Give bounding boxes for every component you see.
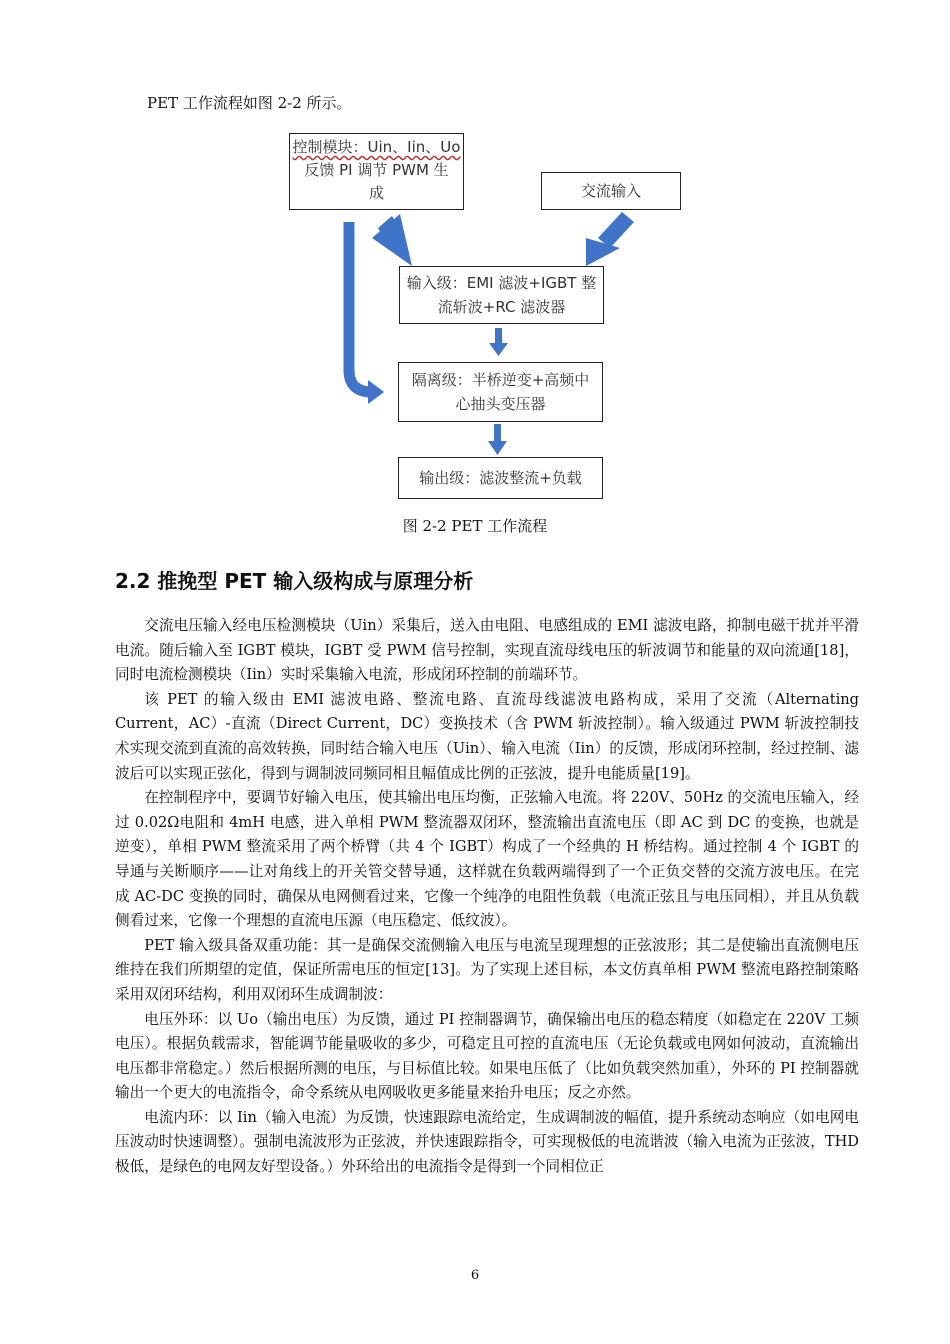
- isolation-stage-line-1: 隔离级：半桥逆变+高频中: [411, 371, 590, 389]
- body-text: [115, 614, 859, 1180]
- paragraph: 该 PET 的输入级由 EMI 滤波电路、整流电路、直流母线滤波电路构成，采用了交流（Alternating Current，AC）-直流（Direct Current，DC）变换技术（含 PWM 斩波控制）。输入级通过 PWM 斩波控制技术实现交流到直流的高效转换，同时结合输入电压（Uin）、输入电流（Iin）的反馈，形成闭环控制，经过控制、滤波后可以实现正弦化，得到与调制波同频同相且幅值成比例的正弦波，提升电能质量[19]。: [115, 690, 859, 782]
- arrow-isolation-to-output: [488, 424, 507, 455]
- control-box-line-3: 成: [368, 184, 384, 202]
- arrow-input-to-isolation: [489, 328, 508, 356]
- section-title: 2.2 推挽型 PET 输入级构成与原理分析: [115, 569, 474, 593]
- arrow-ac-to-input: [586, 212, 634, 266]
- paragraph: 交流电压输入经电压检测模块（Uin）采集后，送入由电阻、电感组成的 EMI 滤波电路，抑制电磁干扰并平滑电流。随后输入至 IGBT 模块，IGBT 受 PWM 信号控制，实现直流母线电压的斩波调节和能量的双向流通[18]，同时电流检测模块（Iin）实时采集输入电流，形成闭环控制的前端环节。: [115, 617, 859, 684]
- paragraph: 在控制程序中，要调节好输入电压，使其输出电压均衡，正弦输入电流。将 220V、50Hz 的交流电压输入，经过 0.02Ω电阻和 4mH 电感，进入单相 PWM 整流器双闭环，整流输出直流电压（即 AC 到 DC 的变换，也就是逆变），单相 PWM 整流采用了两个桥臂（共 4 个 IGBT）构成了一个经典的 H 桥结构。通过控制 4 个 IGBT 的导通与关断顺序——让对角线上的开关管交替导通，这样就在负载两端得到了一个正负交替的交流方波电压。在完成 AC-DC 变换的同时，确保从电网侧看过来，它像一个纯净的电阻性负载（电流正弦且与电压同相），并且从负载侧看过来，它像一个理想的直流电压源（电压稳定、低纹波）。: [115, 789, 859, 930]
- control-box-line-1: 控制模块：Uin、Iin、Uo: [292, 138, 461, 156]
- paragraph: 电流内环：以 Iin（输入电流）为反馈，快速跟踪电流给定，生成调制波的幅值，提升系统动态响应（如电网电压波动时快速调整）。强制电流波形为正弦波，并快速跟踪指令，可实现极低的电流谐波（输入电流为正弦波，THD 极低，是绿色的电网友好型设备。）外环给出的电流指令是得到一个同相位正: [115, 1108, 859, 1176]
- input-stage-box: [399, 266, 604, 324]
- ac-input-box: [541, 172, 681, 210]
- control-box-line-2: 反馈 PI 调节 PWM 生: [304, 161, 449, 179]
- output-stage-box: [398, 457, 603, 499]
- input-stage-line-2: 流斩波+RC 滤波器: [437, 298, 566, 316]
- page-number: 6: [470, 1268, 480, 1283]
- ac-input-label: 交流输入: [580, 182, 641, 200]
- flowchart-arrows: [0, 0, 950, 520]
- paragraph: 电压外环：以 Uo（输出电压）为反馈，通过 PI 控制器调节，确保输出电压的稳态精度（如稳定在 220V 工频电压）。根据负载需求，智能调节能量吸收的多少，可稳定且可控的直流电压（无论负载或电网如何波动，直流输出电压都非常稳定。）然后根据所测的电压，与目标值比较。如果电压低了（比如负载突然加重），外环的 PI 控制器就输出一个更大的电流指令，命令系统从电网吸收更多能量来抬升电压；反之亦然。: [115, 1010, 859, 1102]
- arrow-control-to-input: [372, 214, 412, 266]
- output-stage-label: 输出级：滤波整流+负载: [419, 469, 582, 487]
- paragraph: PET 输入级具备双重功能：其一是确保交流侧输入电压与电流呈现理想的正弦波形；其二是使输出直流侧电压维持在我们所期望的定值，保证所需电压的恒定[13]。为了实现上述目标，本文仿真单相 PWM 整流电路控制策略采用双闭环结构，利用双闭环生成调制波：: [115, 936, 859, 1003]
- input-stage-line-1: 输入级：EMI 滤波+IGBT 整: [406, 274, 597, 292]
- intro-text: PET 工作流程如图 2-2 所示。: [147, 94, 352, 112]
- isolation-stage-line-2: 心抽头变压器: [455, 395, 546, 413]
- control-module-box: [289, 133, 464, 210]
- arrow-control-to-isolation: [349, 222, 384, 404]
- isolation-stage-box: [398, 362, 603, 422]
- figure-caption: 图 2-2 PET 工作流程: [402, 517, 548, 535]
